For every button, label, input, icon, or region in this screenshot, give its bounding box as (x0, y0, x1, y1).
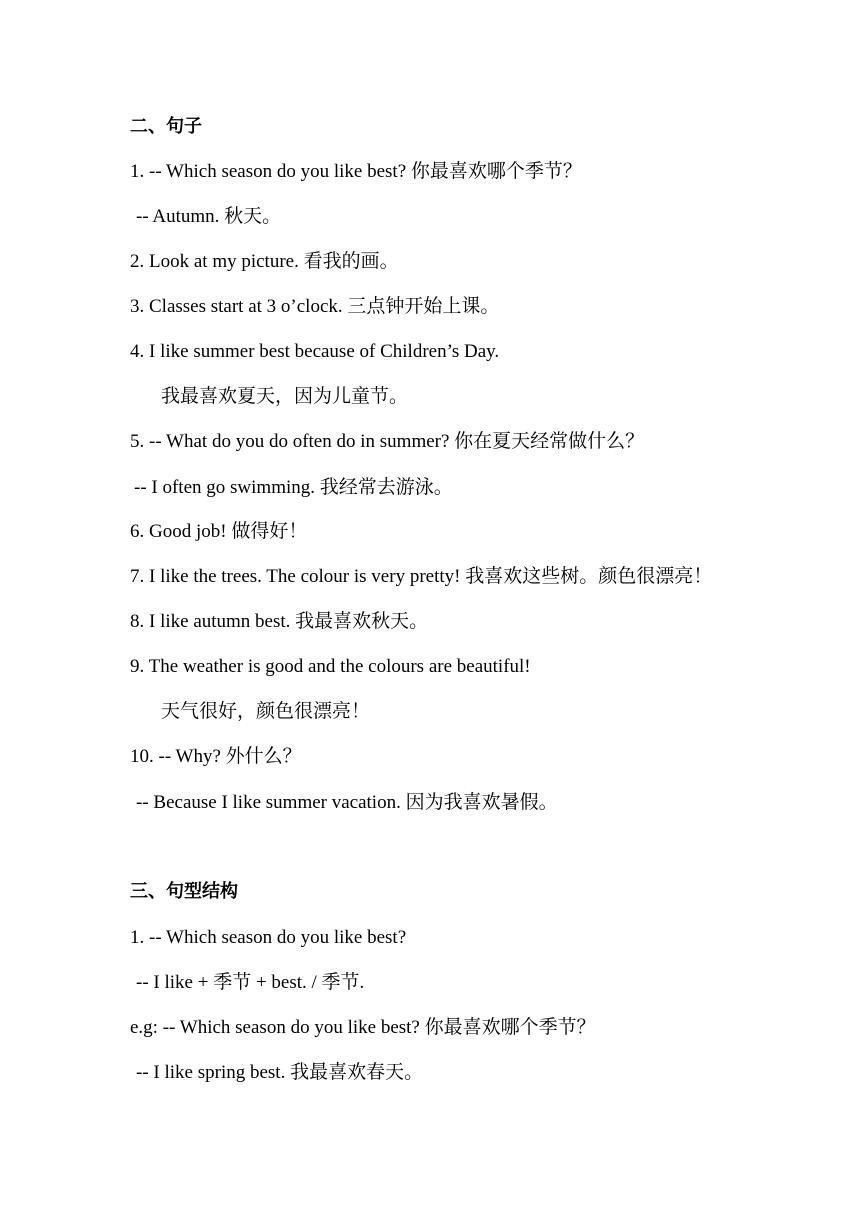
sentence-line: -- Because I like summer vacation. 因为我喜欢暑假。 (136, 792, 558, 813)
pattern-line: -- I like + 季节 + best. / 季节. (136, 972, 365, 993)
sentence-line: 2. Look at my picture. 看我的画。 (130, 251, 399, 272)
sentence-line: 3. Classes start at 3 o’clock. 三点钟开始上课。 (130, 296, 500, 317)
section-heading-sentence-patterns: 三、句型结构 (130, 881, 238, 902)
sentence-translation: 天气很好，颜色很漂亮！ (161, 701, 371, 722)
sentence-line: 10. -- Why? 外什么？ (130, 746, 302, 767)
sentence-line: 9. The weather is good and the colours are beautiful! (130, 656, 531, 677)
pattern-line: 1. -- Which season do you like best? (130, 927, 407, 948)
pattern-line: e.g: -- Which season do you like best? 你最喜欢哪个季节？ (130, 1017, 596, 1038)
section-heading-sentences: 二、句子 (130, 116, 202, 137)
sentence-line: -- I often go swimming. 我经常去游泳。 (134, 477, 453, 498)
sentence-line: 6. Good job! 做得好！ (130, 521, 308, 542)
sentence-line: 5. -- What do you do often do in summer? 你在夏天经常做什么？ (130, 431, 645, 452)
sentence-line: 4. I like summer best because of Children’s Day. (130, 341, 500, 362)
sentence-line: 8. I like autumn best. 我最喜欢秋天。 (130, 611, 429, 632)
sentence-line: 7. I like the trees. The colour is very pretty! 我喜欢这些树。颜色很漂亮！ (130, 566, 713, 587)
sentence-line: -- Autumn. 秋天。 (136, 206, 282, 227)
sentence-line: 1. -- Which season do you like best? 你最喜欢哪个季节？ (130, 161, 582, 182)
pattern-line: -- I like spring best. 我最喜欢春天。 (136, 1062, 424, 1083)
sentence-translation: 我最喜欢夏天，因为儿童节。 (161, 386, 409, 407)
